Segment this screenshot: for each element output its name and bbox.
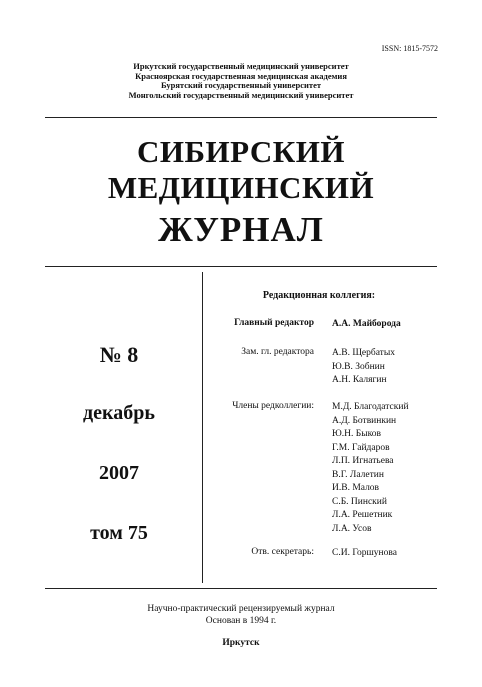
institution-line: Монгольский государственный медицинский университет [128, 89, 354, 100]
issue-volume: том 75 [90, 522, 148, 544]
deputy-editor-name: А.В. Щербатых [332, 348, 395, 358]
board-member-name: М.Д. Благодатский [332, 402, 409, 412]
middle-divider [45, 266, 437, 267]
journal-title-line2: МЕДИЦИНСКИЙ [107, 170, 375, 205]
journal-description: Научно-практический рецензируемый журнал [147, 604, 335, 614]
deputy-editor-name: А.Н. Калягин [332, 375, 387, 385]
board-member-name: Ю.Н. Быков [332, 429, 381, 439]
secretary-name: С.И. Горшунова [332, 548, 397, 558]
issn-label: ISSN: 1815-7572 [381, 44, 438, 53]
board-members-role: Члены редколлегии: [232, 401, 314, 411]
issue-month: декабрь [83, 402, 155, 424]
top-divider [45, 117, 437, 118]
deputy-editor-role: Зам. гл. редактора [241, 347, 314, 357]
editorial-board-heading: Редакционная коллегия: [262, 290, 376, 301]
chief-editor-name: А.А. Майборода [332, 319, 401, 329]
issue-year: 2007 [99, 462, 139, 484]
board-member-name: С.Б. Пинский [332, 496, 387, 507]
institution-line: Иркутский государственный медицинский университет [133, 61, 349, 71]
deputy-editors-list [332, 347, 395, 388]
journal-title-line3: ЖУРНАЛ [158, 210, 324, 249]
board-member-name: И.В. Малов [332, 483, 380, 493]
bottom-divider [45, 588, 437, 589]
board-member-name: В.Г. Лалетин [332, 469, 384, 480]
board-member-name: Л.А. Решетник [332, 510, 393, 520]
deputy-editor-name: Ю.В. Зобнин [332, 361, 385, 372]
board-members-list [332, 401, 409, 536]
institutions-block [0, 62, 482, 100]
secretary-role: Отв. секретарь: [251, 547, 314, 557]
board-member-name: А.Д. Ботвинкин [332, 415, 397, 426]
founded-year: Основан в 1994 г. [205, 616, 277, 626]
column-divider [202, 272, 203, 583]
institution-line: Красноярская государственная медицинская академия [135, 70, 347, 81]
chief-editor-role: Главный редактор [234, 318, 314, 328]
board-member-name: Л.А. Усов [332, 523, 372, 534]
publication-city: Иркутск [222, 638, 260, 648]
issue-number: № 8 [99, 342, 139, 367]
journal-title-line1: СИБИРСКИЙ [136, 134, 345, 169]
board-member-name: Г.М. Гайдаров [332, 442, 390, 453]
institution-line: Бурятский государственный университет [160, 80, 322, 90]
board-member-name: Л.П. Игнатьева [332, 456, 394, 466]
